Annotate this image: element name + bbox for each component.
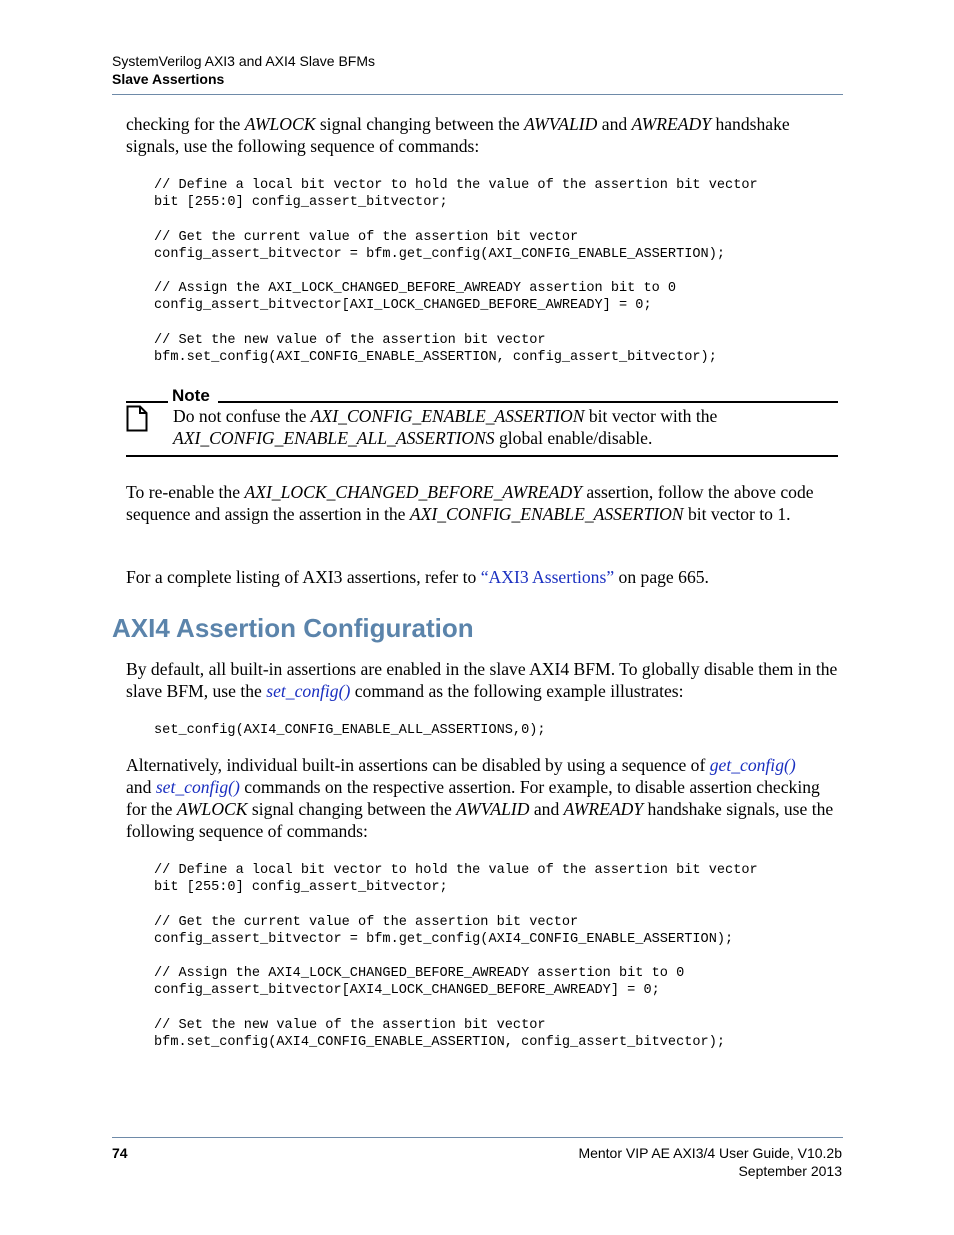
footer-info [578,1144,842,1180]
signal-name: AWVALID [524,114,598,134]
text-run: and [597,114,632,134]
page-header [112,52,843,88]
text-run: handshake signals, use the following sequence of commands: [126,799,834,841]
default-paragraph [126,658,842,702]
text-run: and [529,799,564,819]
code-block-axi4: // Define a local bit vector to hold the value of the assertion bit vector bit [255:0] config_assert_bitvector; // Get the current value of the assertion bit vector config_assert_bitvector = bfm.get_config(AXI4_CONFIG_ENABLE_ASSERTION); // Assign the AXI4_LOCK_CHANGED_BEFORE_AWREADY assertion bit to 0 config_assert_bitvector[AXI4_LOCK_CHANGED_BEFORE_AWREADY] = 0; // Set the new value of the assertion bit vector bfm.set_config(AXI4_CONFIG_ENABLE_ASSERTION, config_assert_bitvector); [154,863,758,1051]
link-text: set_config() [155,777,240,797]
text-run: signal changing between the [247,799,457,819]
signal-name: AWLOCK [244,114,316,134]
code-block-disable-all: set_config(AXI4_CONFIG_ENABLE_ALL_ASSERTIONS,0); [154,723,546,738]
text-run: Do not confuse the [173,406,311,426]
note-page-icon [126,405,148,432]
text-run: bit vector to 1. [683,504,791,524]
text-run: bit vector with the [584,406,718,426]
page-number: 74 [112,1145,128,1161]
signal-name: AWREADY [563,799,644,819]
link-text: set_config() [266,681,351,701]
note-bottom-rule [126,455,838,457]
text-run: on page 665. [614,567,709,587]
set-config-link-2[interactable] [156,777,240,797]
signal-name: AWREADY [631,114,712,134]
signal-name: AWVALID [456,799,530,819]
note-label: Note [172,386,210,405]
listing-paragraph [126,566,842,588]
reenable-paragraph [126,481,842,525]
note-text [173,405,838,449]
axi3-assertions-link[interactable]: “AXI3 Assertions” [480,567,615,587]
text-run: signal changing between the [315,114,525,134]
link-text: get_config() [709,755,796,775]
alternative-paragraph [126,754,842,842]
constant-name: AXI_CONFIG_ENABLE_ALL_ASSERTIONS [173,428,495,448]
assertion-name: AXI_LOCK_CHANGED_BEFORE_AWREADY [244,482,582,502]
signal-name: AWLOCK [176,799,248,819]
text-run: global enable/disable. [494,428,653,448]
text-run: For a complete listing of AXI3 assertions, refer to [126,567,481,587]
text-run: handshake signals, use the following sequence of commands: [126,114,790,156]
text-run: To re-enable the [126,482,245,502]
text-run: command as the following example illustrates: [350,681,684,701]
constant-name: AXI_CONFIG_ENABLE_ASSERTION [409,504,684,524]
footer-divider [112,1137,843,1138]
note-top-rule-right [218,401,838,403]
header-title: SystemVerilog AXI3 and AXI4 Slave BFMs [112,53,376,69]
note-top-rule-left [126,401,168,403]
publication-date: September 2013 [738,1163,842,1179]
section-heading: AXI4 Assertion Configuration [112,613,474,643]
code-block-axi3: // Define a local bit vector to hold the value of the assertion bit vector bit [255:0] config_assert_bitvector; // Get the current value of the assertion bit vector config_assert_bitvector = bfm.get_config(AXI_CONFIG_ENABLE_ASSERTION); // Assign the AXI_LOCK_CHANGED_BEFORE_AWREADY assertion bit to 0 config_assert_bitvector[AXI_LOCK_CHANGED_BEFORE_AWREADY] = 0; // Set the new value of the assertion bit vector bfm.set_config(AXI_CONFIG_ENABLE_ASSERTION, config_assert_bitvector); [154,178,758,366]
text-run: assertion, follow the above code sequence and assign the assertion in the [126,482,814,524]
guide-title: Mentor VIP AE AXI3/4 User Guide, V10.2b [578,1145,842,1161]
intro-paragraph [126,113,842,157]
header-section: Slave Assertions [112,71,225,87]
text-run: By default, all built-in assertions are enabled in the slave AXI4 BFM. To globally disable them in the slave BFM, use the [126,659,838,701]
text-run: and [126,777,156,797]
text-run: commands on the respective assertion. For example, to disable assertion checking for the [126,777,820,819]
set-config-link[interactable] [266,681,350,701]
constant-name: AXI_CONFIG_ENABLE_ASSERTION [310,406,585,426]
text-run: checking for the [126,114,245,134]
text-run: Alternatively, individual built-in assertions can be disabled by using a sequence of [126,755,710,775]
header-divider [112,94,843,95]
get-config-link[interactable] [710,755,796,775]
